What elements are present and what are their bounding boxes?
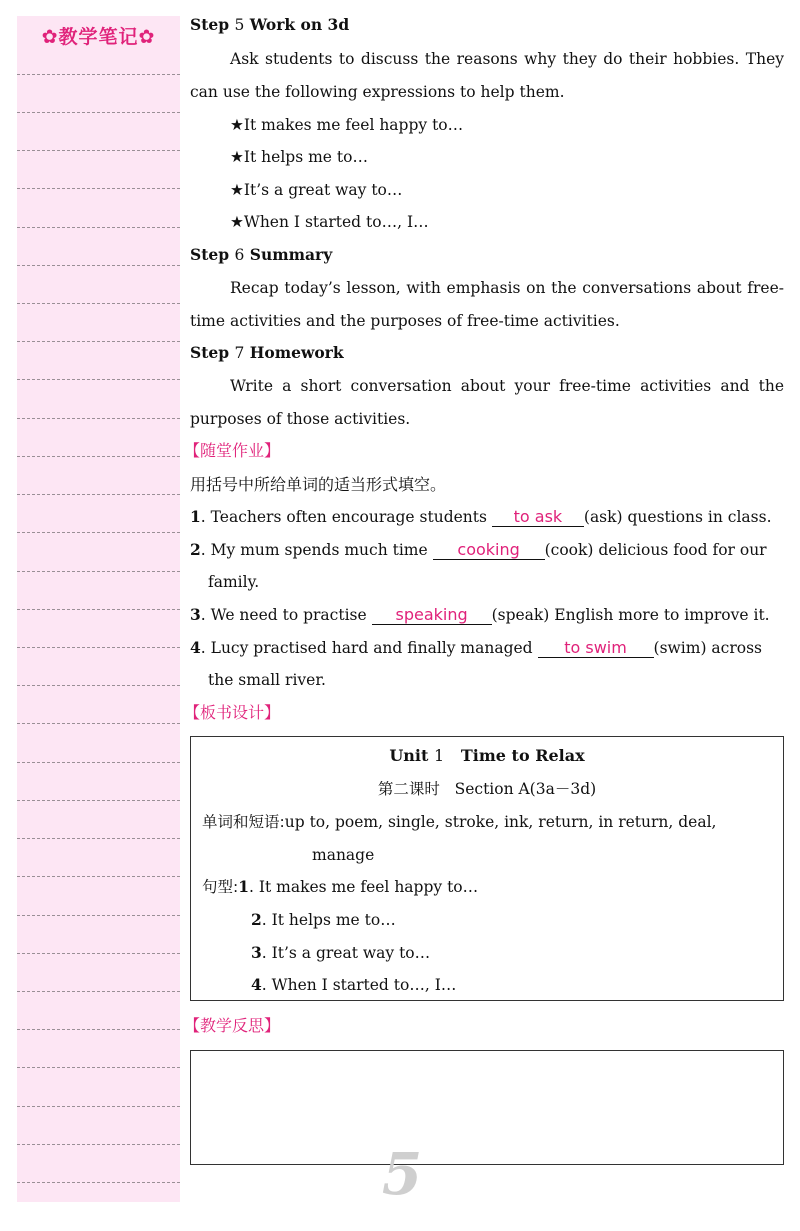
- expression-item: ★It helps me to…: [230, 148, 368, 166]
- step-number: 5: [234, 16, 245, 34]
- exercise-item: [190, 507, 772, 527]
- note-line: [17, 112, 180, 113]
- note-line: [17, 494, 180, 495]
- note-line: [17, 915, 180, 916]
- sentence-number: 1: [238, 877, 250, 896]
- homework-heading: 【随堂作业】: [184, 441, 281, 460]
- note-line: [17, 1182, 180, 1183]
- note-line: [17, 418, 180, 419]
- exercise-continuation: the small river.: [208, 671, 326, 689]
- step5-paragraph-line1: Ask students to discuss the reasons why they do their hobbies. They: [230, 50, 784, 68]
- exercise-continuation: family.: [208, 573, 260, 591]
- step-title: Summary: [249, 245, 333, 264]
- step6-paragraph-line1: Recap today’s lesson, with emphasis on the conversations about free-: [230, 279, 784, 297]
- exercise-text: . Teachers often encourage students: [200, 508, 492, 526]
- sentences-label: 句型:: [202, 878, 239, 896]
- note-line: [17, 991, 180, 992]
- step7-paragraph-line2: purposes of those activities.: [190, 410, 411, 428]
- note-line: [17, 1106, 180, 1107]
- note-line: [17, 532, 180, 533]
- exercise-item: [190, 638, 762, 658]
- note-line: [17, 456, 180, 457]
- answer-blank[interactable]: to swim: [538, 639, 654, 658]
- reflection-box[interactable]: [190, 1050, 784, 1165]
- note-line: [17, 685, 180, 686]
- note-line: [17, 723, 180, 724]
- answer-blank[interactable]: speaking: [372, 606, 492, 625]
- note-line: [17, 647, 180, 648]
- note-line: [17, 341, 180, 342]
- exercise-text: . Lucy practised hard and finally managed: [200, 639, 538, 657]
- exercise-number: 3: [190, 605, 201, 624]
- expression-item: ★It makes me feel happy to…: [230, 116, 464, 134]
- note-line: [17, 379, 180, 380]
- exercise-number: 4: [190, 638, 201, 657]
- note-line: [17, 303, 180, 304]
- sentence-text: . When I started to…, I…: [261, 976, 457, 994]
- note-line: [17, 762, 180, 763]
- note-line: [17, 1144, 180, 1145]
- sentence-number: 3: [251, 943, 262, 962]
- vocab-list: up to, poem, single, stroke, ink, return, in return, deal,: [284, 813, 717, 831]
- exercise-text: (cook) delicious food for our: [544, 541, 767, 559]
- note-line: [17, 838, 180, 839]
- exercise-text: . We need to practise: [200, 606, 372, 624]
- sentence-number: 2: [251, 910, 262, 929]
- step5-heading: [190, 15, 349, 35]
- board-design-box: [190, 736, 784, 1001]
- exercise-item: [190, 605, 770, 625]
- notes-title: ✿教学笔记✿: [41, 26, 156, 48]
- note-line: [17, 265, 180, 266]
- sentence-text: . It’s a great way to…: [261, 944, 431, 962]
- exercise-text: (swim) across: [653, 639, 763, 657]
- exercise-text: . My mum spends much time: [200, 541, 433, 559]
- vocab-line: [202, 812, 716, 832]
- exercise-item: [190, 540, 767, 560]
- note-line: [17, 74, 180, 75]
- note-line: [17, 571, 180, 572]
- step-label: Step: [190, 343, 230, 362]
- sentence-text: . It helps me to…: [261, 911, 396, 929]
- exercise-text: (ask) questions in class.: [583, 508, 772, 526]
- reflection-heading: 【教学反思】: [184, 1016, 281, 1035]
- note-line: [17, 609, 180, 610]
- answer-blank[interactable]: to ask: [492, 508, 584, 527]
- step6-heading: [190, 245, 332, 265]
- sentence-line: [251, 975, 456, 995]
- sentence-line: [251, 943, 430, 963]
- step-title: Work on 3d: [249, 15, 350, 34]
- vocab-continuation: manage: [312, 846, 375, 864]
- note-line: [17, 1067, 180, 1068]
- sentence-text: . It makes me feel happy to…: [249, 878, 479, 896]
- step7-paragraph-line1: Write a short conversation about your free-time activities and the: [230, 377, 784, 395]
- step6-paragraph-line2: time activities and the purposes of free-time activities.: [190, 312, 620, 330]
- note-line: [17, 953, 180, 954]
- page-number: 5: [381, 1140, 423, 1208]
- board-unit-title: Time to Relax: [460, 746, 585, 765]
- sentence-line: [202, 877, 478, 897]
- board-unit-number: 1: [433, 746, 445, 765]
- answer-blank[interactable]: cooking: [433, 541, 545, 560]
- board-unit-label: Unit: [389, 746, 429, 765]
- expression-item: ★It’s a great way to…: [230, 181, 403, 199]
- board-subtitle: 第二课时 Section A(3a－3d): [377, 780, 597, 798]
- note-line: [17, 800, 180, 801]
- exercise-text: (speak) English more to improve it.: [491, 606, 770, 624]
- board-heading: 【板书设计】: [184, 703, 281, 722]
- step7-heading: [190, 343, 344, 363]
- step5-paragraph-line2: can use the following expressions to help them.: [190, 83, 565, 101]
- homework-instruction: 用括号中所给单词的适当形式填空。: [190, 475, 447, 494]
- step-label: Step: [190, 245, 230, 264]
- sentence-number: 4: [251, 975, 262, 994]
- vocab-label: 单词和短语:: [202, 813, 285, 831]
- note-line: [17, 876, 180, 877]
- step-number: 7: [234, 344, 245, 362]
- step-number: 6: [234, 246, 245, 264]
- board-title: [191, 746, 783, 766]
- exercise-number: 2: [190, 540, 201, 559]
- note-line: [17, 188, 180, 189]
- note-line: [17, 150, 180, 151]
- sentence-line: [251, 910, 396, 930]
- note-line: [17, 1029, 180, 1030]
- step-title: Homework: [249, 343, 344, 362]
- note-line: [17, 227, 180, 228]
- notes-sidebar: [17, 16, 180, 1202]
- step-label: Step: [190, 15, 230, 34]
- expression-item: ★When I started to…, I…: [230, 213, 429, 231]
- exercise-number: 1: [190, 507, 201, 526]
